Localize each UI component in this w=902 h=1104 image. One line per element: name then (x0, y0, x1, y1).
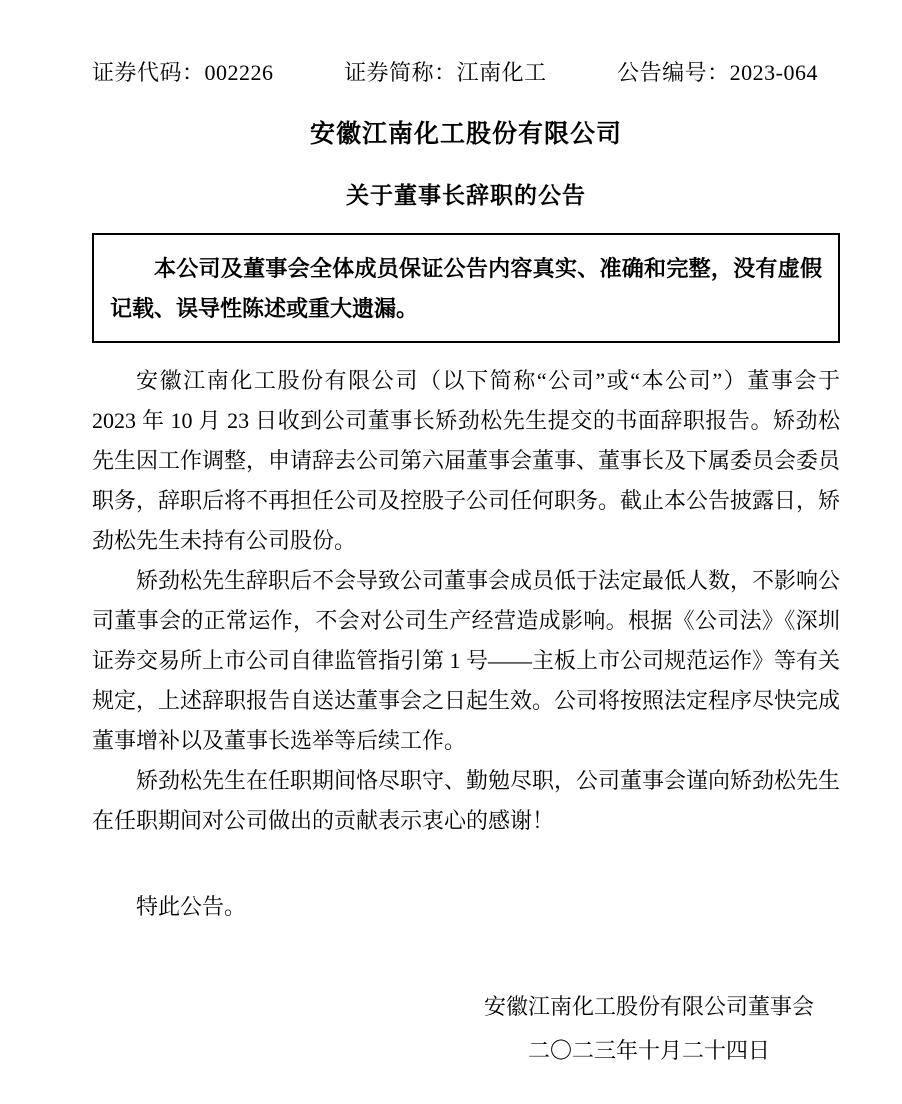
signature-inner (484, 985, 814, 1073)
statement-text: 本公司及董事会全体成员保证公告内容真实、准确和完整，没有虚假记载、误导性陈述或重大遗漏。 (110, 256, 822, 321)
paragraph-resignation-report: 安徽江南化工股份有限公司（以下简称“公司”或“本公司”）董事会于 2023 年 10 月 23 日收到公司董事长矫劲松先生提交的书面辞职报告。矫劲松先生因工作调整，申请辞去公司第六届董事会董事、董事长及下属委员会委员职务，辞职后将不再担任公司及控股子公司任何职务。截止本公告披露日，矫劲松先生未持有公司股份。 (92, 368, 841, 553)
closing-statement: 特此公告。 (136, 894, 247, 919)
header-row (92, 56, 840, 87)
company-title: 安徽江南化工股份有限公司 (309, 120, 622, 148)
stock-name: 证券简称：江南化工 (344, 60, 547, 85)
signature-block (92, 985, 840, 1073)
announcement-number: 公告编号：2023-064 (617, 60, 818, 85)
paragraph-gratitude: 矫劲松先生在任职期间恪尽职守、勤勉尽职，公司董事会谨向矫劲松先生在任职期间对公司做出的贡献表示衷心的感谢！ (92, 768, 841, 833)
signature-date: 二〇二三年十月二十四日 (527, 1038, 770, 1063)
announcement-body (92, 361, 840, 841)
signature-company: 安徽江南化工股份有限公司董事会 (483, 994, 814, 1019)
announcement-title: 关于董事长辞职的公告 (346, 182, 586, 208)
statement-box (92, 233, 840, 343)
stock-code: 证券代码：002226 (92, 60, 274, 85)
paragraph-board-effect: 矫劲松先生辞职后不会导致公司董事会成员低于法定最低人数，不影响公司董事会的正常运作，不会对公司生产经营造成影响。根据《公司法》《深圳证券交易所上市公司自律监管指引第 1 号——主板上市公司规范运作》等有关规定，上述辞职报告自送达董事会之日起生效。公司将按照法定程序尽快完成董事增补以及董事长选举等后续工作。 (92, 568, 841, 753)
